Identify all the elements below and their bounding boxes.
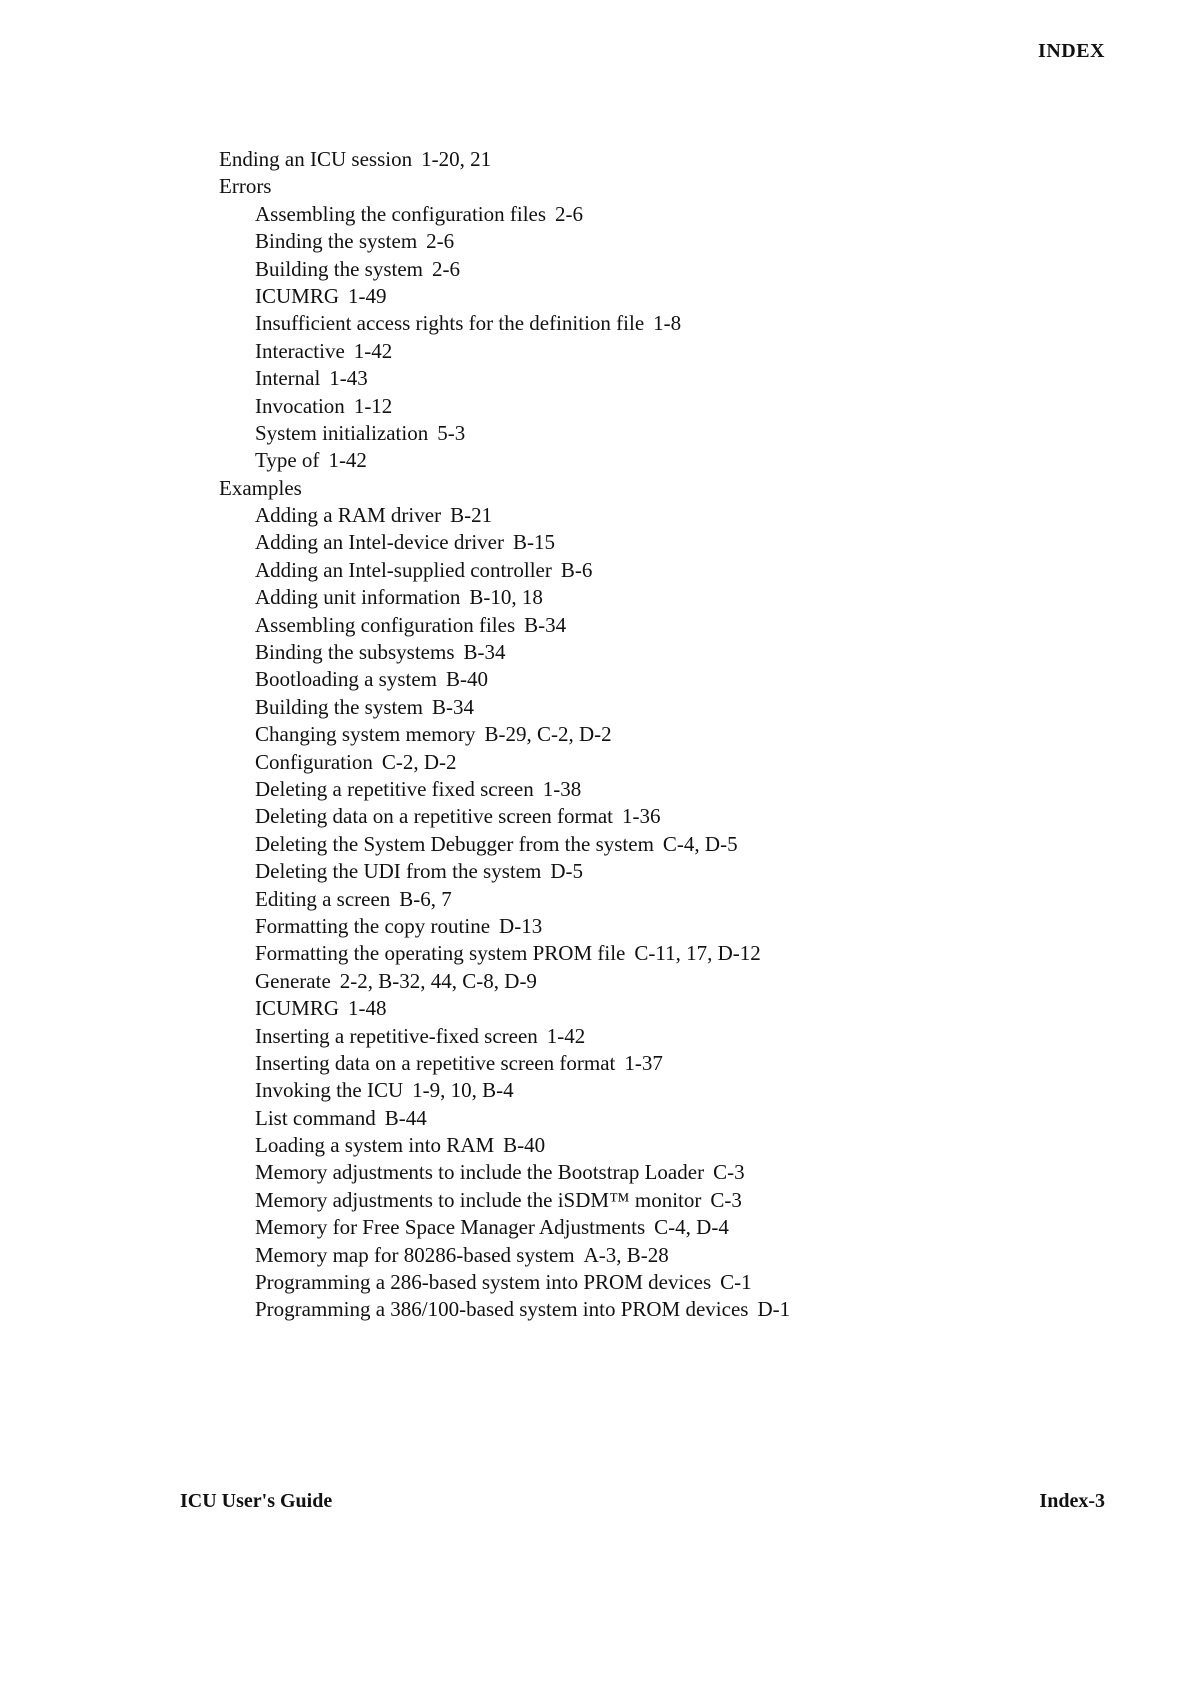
index-subentry [219,886,790,913]
index-page-refs: B-6 [560,557,593,582]
index-subentry [219,612,790,639]
index-subentry [219,502,790,529]
index-page-refs: A-3, B-28 [583,1242,669,1267]
index-term: Invoking the ICU [255,1078,404,1103]
index-term: List command [255,1105,376,1130]
index-term: Inserting a repetitive-fixed screen [255,1023,538,1048]
index-subentry [219,940,790,967]
index-subentry [219,584,790,611]
index-page-refs: D-13 [499,913,543,938]
index-page-refs: B-15 [513,530,555,555]
index-subentry [219,1077,790,1104]
index-subentry [219,694,790,721]
index-page-refs: B-40 [446,667,488,692]
index-subentry [219,228,790,255]
index-subentry [219,803,790,830]
index-page-refs: C-11, 17, D-12 [634,941,761,966]
index-term: Type of [255,448,320,473]
index-term: Memory for Free Space Manager Adjustments [255,1215,646,1240]
index-term: Configuration [255,749,373,774]
index-page-refs: 2-6 [426,229,455,254]
index-page-refs: 1-9, 10, B-4 [412,1078,514,1103]
index-term: System initialization [255,420,429,445]
index-term: Invocation [255,393,345,418]
index-subentry [219,1132,790,1159]
index-page-refs: C-3 [713,1160,745,1185]
index-page-refs: B-40 [503,1133,546,1158]
index-page-refs: 2-2, B-32, 44, C-8, D-9 [339,968,537,993]
index-page-refs: 1-36 [622,804,661,829]
index-page-refs: B-34 [463,640,506,665]
index-term: Deleting the UDI from the system [255,859,542,884]
index-entry [219,173,790,200]
index-subentry [219,721,790,748]
index-page-refs: C-1 [720,1270,752,1295]
index-subentry [219,666,790,693]
index-subentry [219,393,790,420]
index-term: Adding a RAM driver [255,503,442,528]
index-page-refs: C-4, D-5 [662,831,738,856]
index-term: Adding an Intel-supplied controller [255,557,552,582]
index-page-refs: 1-38 [542,776,582,801]
index-subentry [219,913,790,940]
footer-book-title: ICU User's Guide [180,1490,333,1512]
index-subentry [219,420,790,447]
index-page-refs: D-5 [550,859,584,884]
index-page-refs: 1-12 [353,393,393,418]
index-page-refs: 1-42 [353,338,393,363]
index-page-refs: 1-42 [328,448,367,473]
index-page-refs: D-1 [757,1297,791,1322]
index-subentry [219,557,790,584]
index-term: Errors [219,174,272,199]
index-term: Loading a system into RAM [255,1133,495,1158]
index-term: Memory adjustments to include the iSDM™ monitor [255,1187,702,1212]
index-subentry [219,1187,790,1214]
index-term: Generate [255,968,331,993]
index-term: Ending an ICU session [219,147,413,171]
index-term: Assembling configuration files [255,612,516,637]
index-subentry [219,995,790,1022]
index-term: Building the system [255,694,423,719]
index-term: Adding unit information [255,585,461,610]
index-term: Interactive [255,338,345,363]
index-page-refs: 1-43 [329,366,368,391]
index-term: Editing a screen [255,886,391,911]
index-term: Deleting a repetitive fixed screen [255,776,534,801]
index-entry [219,475,790,502]
index-subentry [219,256,790,283]
running-head-title: INDEX [1038,40,1105,62]
index-term: Internal [255,366,321,391]
index-page-refs: B-34 [432,694,474,719]
index-entry [219,146,790,173]
index-page-refs: 5-3 [437,420,466,445]
index-page-refs: 2-6 [555,201,584,226]
index-page-refs: B-34 [524,612,567,637]
index-term: Adding an Intel-device driver [255,530,504,555]
index-term: Binding the subsystems [255,640,455,665]
index-page-refs: C-4, D-4 [654,1215,729,1240]
index-term: Formatting the operating system PROM file [255,941,626,966]
index-subentry [219,831,790,858]
index-term: Bootloading a system [255,667,437,692]
index-term: Memory map for 80286-based system [255,1242,575,1267]
index-term: ICUMRG [255,996,340,1021]
index-subentry [219,1242,790,1269]
index-subentry [219,1050,790,1077]
index-page-refs: B-44 [384,1105,427,1130]
index-subentry [219,283,790,310]
index-page-refs: 1-37 [624,1050,663,1075]
index-subentry [219,1214,790,1241]
index-term: Insufficient access rights for the definition file [255,311,645,336]
index-page-refs: B-6, 7 [399,886,452,911]
index-page-refs: C-2, D-2 [381,749,457,774]
index-page-refs: 1-42 [546,1023,586,1048]
index-term: Binding the system [255,229,418,254]
index-subentry [219,1023,790,1050]
index-term: Building the system [255,256,423,281]
index-page-refs: 1-20, 21 [421,147,492,171]
index-subentry [219,338,790,365]
index-page-refs: 1-49 [348,283,387,308]
index-subentry [219,858,790,885]
index-page-refs: 1-8 [653,311,682,336]
index-term: Programming a 286-based system into PROM devices [255,1270,712,1295]
index-page-refs: 2-6 [432,256,460,281]
index-subentry [219,529,790,556]
index-page-refs: C-3 [710,1187,742,1212]
footer-page-number: Index-3 [1039,1490,1105,1512]
index-subentry [219,968,790,995]
index-term: Inserting data on a repetitive screen format [255,1050,616,1075]
index-page-refs: B-10, 18 [469,585,543,610]
index-page-refs: 1-48 [348,996,387,1021]
index-subentry [219,1296,790,1323]
index-term: Changing system memory [255,722,476,747]
index-subentry [219,365,790,392]
index-subentry [219,447,790,474]
index-term: Deleting data on a repetitive screen format [255,804,614,829]
index-term: Assembling the configuration files [255,201,547,226]
index-term: ICUMRG [255,283,340,308]
index-subentry [219,1105,790,1132]
index-subentry [219,639,790,666]
index-term: Memory adjustments to include the Bootstrap Loader [255,1160,705,1185]
index-subentry [219,310,790,337]
index-list [219,146,790,1324]
index-subentry [219,201,790,228]
index-subentry [219,1159,790,1186]
index-page-refs: B-29, C-2, D-2 [484,722,612,747]
index-term: Formatting the copy routine [255,913,491,938]
index-term: Programming a 386/100-based system into PROM devices [255,1297,749,1322]
index-term: Deleting the System Debugger from the system [255,831,654,856]
index-subentry [219,749,790,776]
index-page-refs: B-21 [450,503,493,528]
index-subentry [219,776,790,803]
index-term: Examples [219,475,302,500]
index-subentry [219,1269,790,1296]
